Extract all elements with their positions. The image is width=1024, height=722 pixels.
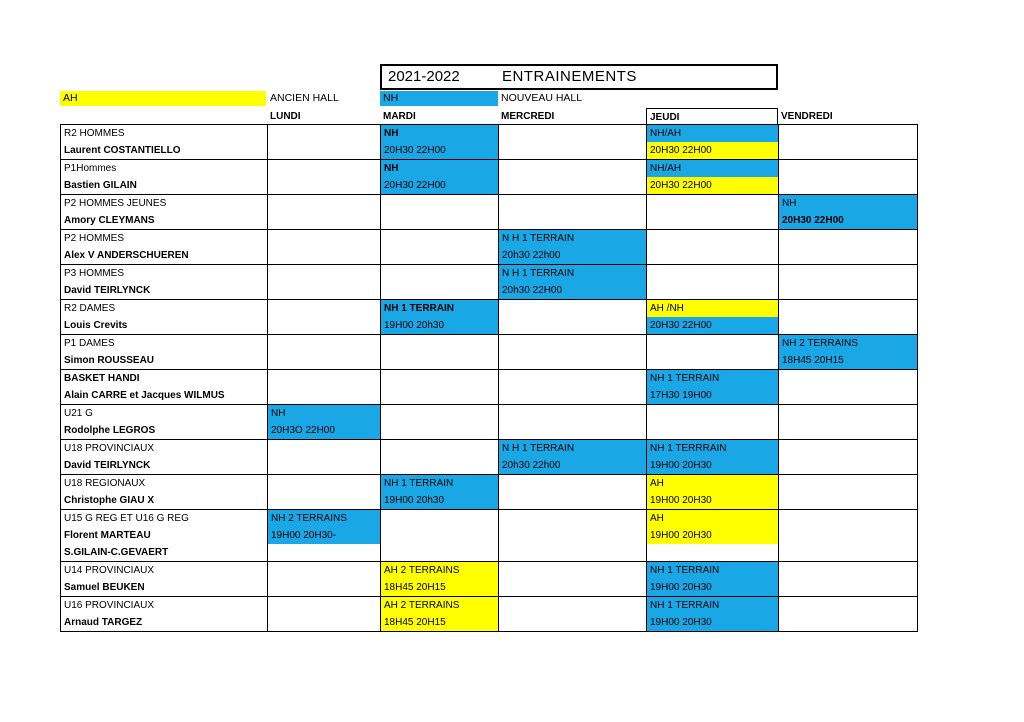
- schedule-cell-jeudi: [647, 440, 779, 475]
- team-cell: [61, 405, 268, 440]
- table-row: [61, 562, 918, 597]
- time-slot: 20h30 22h00: [499, 457, 646, 474]
- hall-label: NH 1 TERRAIN: [647, 562, 778, 579]
- time-slot: 20H30 22H00: [381, 142, 498, 159]
- day-header-lundi: LUNDI: [270, 111, 301, 122]
- day-header-vendredi: VENDREDI: [781, 111, 833, 122]
- schedule-cell-jeudi: [647, 475, 779, 510]
- schedule-cell-mardi: [381, 300, 499, 335]
- schedule-cell-mercredi: [499, 370, 647, 405]
- time-slot: 20h30 22H00: [499, 282, 646, 299]
- schedule-cell-lundi: [268, 125, 381, 160]
- team-name: U15 G REG ET U16 G REG: [64, 513, 189, 524]
- table-row: [61, 300, 918, 335]
- schedule-cell-mercredi: [499, 300, 647, 335]
- team-name: U18 REGIONAUX: [64, 478, 146, 489]
- team-cell: [61, 597, 268, 632]
- hall-label: NH: [268, 405, 380, 422]
- schedule-cell-mercredi: [499, 265, 647, 300]
- team-cell: [61, 475, 268, 510]
- hall-label: NH: [381, 160, 498, 177]
- schedule-cell-mardi: [381, 265, 499, 300]
- table-row: [61, 195, 918, 230]
- schedule-cell-jeudi: [647, 195, 779, 230]
- time-slot: 20H30 22H00: [647, 177, 778, 194]
- team-name: U21 G: [64, 408, 93, 419]
- time-slot: 19H00 20h30: [381, 317, 498, 334]
- coach-name: Arnaud TARGEZ: [64, 617, 143, 628]
- hall-label: N H 1 TERRAIN: [499, 265, 646, 282]
- hall-label: NH: [381, 125, 498, 142]
- schedule-cell-lundi: [268, 265, 381, 300]
- schedule-cell-jeudi: [647, 300, 779, 335]
- schedule-cell-mercredi: [499, 405, 647, 440]
- schedule-cell-vendredi: [779, 562, 918, 597]
- hall-label: NH 1 TERRAIN: [381, 475, 498, 492]
- hall-label: NH 2 TERRAINS: [779, 335, 917, 352]
- schedule-cell-mercredi: [499, 475, 647, 510]
- schedule-cell-lundi: [268, 597, 381, 632]
- day-header-mardi: MARDI: [383, 111, 416, 122]
- team-cell: [61, 335, 268, 370]
- schedule-cell-mercredi: [499, 230, 647, 265]
- schedule-cell-vendredi: [779, 160, 918, 195]
- time-slot: 18H45 20H15: [381, 579, 498, 596]
- time-slot: 19H00 20H30: [647, 579, 778, 596]
- schedule-cell-vendredi: [779, 475, 918, 510]
- schedule-cell-lundi: [268, 300, 381, 335]
- title-box: [380, 64, 778, 90]
- time-slot: 20h30 22h00: [499, 247, 646, 264]
- schedule-cell-vendredi: [779, 440, 918, 475]
- schedule-cell-vendredi: [779, 597, 918, 632]
- schedule-cell-mardi: [381, 370, 499, 405]
- schedule-cell-lundi: [268, 195, 381, 230]
- team-cell: [61, 300, 268, 335]
- schedule-cell-mardi: [381, 597, 499, 632]
- day-header-mercredi: MERCREDI: [501, 111, 555, 122]
- coach-name: Laurent COSTANTIELLO: [64, 145, 181, 156]
- schedule-cell-mardi: [381, 475, 499, 510]
- schedule-cell-jeudi: [647, 125, 779, 160]
- table-row: [61, 160, 918, 195]
- schedule-cell-vendredi: [779, 510, 918, 562]
- coach-name: Louis Crevits: [64, 320, 128, 331]
- legend-nh-swatch: NH: [380, 91, 498, 106]
- schedule-cell-lundi: [268, 230, 381, 265]
- table-row: [61, 370, 918, 405]
- time-slot: 19H00 20H30: [647, 457, 778, 474]
- schedule-table: [60, 124, 918, 632]
- team-name: P1 DAMES: [64, 338, 115, 349]
- table-row: [61, 125, 918, 160]
- schedule-cell-lundi: [268, 562, 381, 597]
- schedule-cell-mercredi: [499, 597, 647, 632]
- team-cell: [61, 125, 268, 160]
- team-name: P2 HOMMES: [64, 233, 125, 244]
- coach-name: David TEIRLYNCK: [64, 285, 151, 296]
- table-row: [61, 230, 918, 265]
- schedule-cell-mardi: [381, 335, 499, 370]
- schedule-cell-vendredi: [779, 195, 918, 230]
- hall-label: NH/AH: [647, 160, 778, 177]
- time-slot: 20H30 22H00: [381, 177, 498, 194]
- team-cell: [61, 510, 268, 562]
- schedule-cell-lundi: [268, 335, 381, 370]
- schedule-cell-jeudi: [647, 335, 779, 370]
- schedule-cell-vendredi: [779, 370, 918, 405]
- page-title: ENTRAINEMENTS: [502, 68, 637, 85]
- team-name: U18 PROVINCIAUX: [64, 443, 155, 454]
- team-name: R2 HOMMES: [64, 128, 125, 139]
- coach-name: S.GILAIN-C.GEVAERT: [64, 547, 169, 558]
- table-row: [61, 475, 918, 510]
- schedule-cell-mardi: [381, 230, 499, 265]
- schedule-cell-mardi: [381, 160, 499, 195]
- hall-label: NH 1 TERRRAIN: [647, 440, 778, 457]
- schedule-cell-lundi: [268, 370, 381, 405]
- team-name: BASKET HANDI: [64, 373, 140, 384]
- coach-name: Alain CARRE et Jacques WILMUS: [64, 390, 225, 401]
- schedule-cell-mercredi: [499, 562, 647, 597]
- time-slot: 20H3O 22H00: [268, 422, 380, 439]
- schedule-cell-jeudi: [647, 510, 779, 562]
- time-slot: 17H30 19H00: [647, 387, 778, 404]
- season-label: 2021-2022: [388, 68, 460, 85]
- schedule-cell-lundi: [268, 475, 381, 510]
- time-slot: 19H00 20H30: [647, 527, 778, 544]
- team-name: U14 PROVINCIAUX: [64, 565, 155, 576]
- hall-label: AH: [647, 475, 778, 492]
- team-name: P1Hommes: [64, 163, 117, 174]
- hall-label: AH /NH: [647, 300, 778, 317]
- schedule-cell-jeudi: [647, 597, 779, 632]
- hall-label: NH 1 TERRAIN: [647, 597, 778, 614]
- schedule-cell-mercredi: [499, 195, 647, 230]
- schedule-cell-jeudi: [647, 562, 779, 597]
- legend-ah-label: ANCIEN HALL: [270, 92, 339, 104]
- schedule-cell-mercredi: [499, 510, 647, 562]
- table-row: [61, 597, 918, 632]
- team-name: R2 DAMES: [64, 303, 116, 314]
- coach-name: Bastien GILAIN: [64, 180, 137, 191]
- schedule-cell-lundi: [268, 510, 381, 562]
- day-header-jeudi: JEUDI: [646, 108, 778, 125]
- schedule-cell-mardi: [381, 405, 499, 440]
- time-slot: 19H00 20H30: [647, 614, 778, 631]
- coach-name: David TEIRLYNCK: [64, 460, 151, 471]
- schedule-cell-jeudi: [647, 160, 779, 195]
- schedule-cell-mardi: [381, 510, 499, 562]
- coach-name: Alex V ANDERSCHUEREN: [64, 250, 189, 261]
- coach-name: Florent MARTEAU: [64, 530, 151, 541]
- schedule-cell-mercredi: [499, 160, 647, 195]
- coach-name: Simon ROUSSEAU: [64, 355, 155, 366]
- schedule-cell-mercredi: [499, 440, 647, 475]
- time-slot: 18H45 20H15: [381, 614, 498, 631]
- team-cell: [61, 160, 268, 195]
- coach-name: Samuel BEUKEN: [64, 582, 145, 593]
- schedule-cell-lundi: [268, 405, 381, 440]
- schedule-cell-mercredi: [499, 125, 647, 160]
- team-cell: [61, 562, 268, 597]
- schedule-body: [61, 125, 918, 632]
- schedule-cell-jeudi: [647, 230, 779, 265]
- schedule-cell-mardi: [381, 562, 499, 597]
- schedule-cell-mardi: [381, 195, 499, 230]
- schedule-cell-vendredi: [779, 300, 918, 335]
- schedule-cell-vendredi: [779, 405, 918, 440]
- time-slot: 20H30 22H00: [779, 212, 917, 229]
- time-slot: 20H30 22H00: [647, 142, 778, 159]
- team-cell: [61, 440, 268, 475]
- schedule-cell-lundi: [268, 160, 381, 195]
- hall-label: N H 1 TERRAIN: [499, 440, 646, 457]
- table-row: [61, 405, 918, 440]
- hall-label: NH 2 TERRAINS: [268, 510, 380, 527]
- time-slot: 19H00 20h30: [381, 492, 498, 509]
- coach-name: Rodolphe LEGROS: [64, 425, 156, 436]
- table-row: [61, 335, 918, 370]
- coach-name: Amory CLEYMANS: [64, 215, 155, 226]
- team-name: U16 PROVINCIAUX: [64, 600, 155, 611]
- schedule-cell-lundi: [268, 440, 381, 475]
- hall-label: AH: [647, 510, 778, 527]
- hall-label: NH 1 TERRAIN: [647, 370, 778, 387]
- coach-name: Christophe GIAU X: [64, 495, 155, 506]
- table-row: [61, 510, 918, 562]
- hall-label: AH 2 TERRAINS: [381, 597, 498, 614]
- schedule-cell-jeudi: [647, 265, 779, 300]
- team-name: P3 HOMMES: [64, 268, 125, 279]
- schedule-cell-jeudi: [647, 405, 779, 440]
- schedule-cell-vendredi: [779, 335, 918, 370]
- schedule-cell-mercredi: [499, 335, 647, 370]
- schedule-cell-vendredi: [779, 265, 918, 300]
- time-slot: 20H30 22H00: [647, 317, 778, 334]
- schedule-cell-mardi: [381, 440, 499, 475]
- hall-label: NH: [779, 195, 917, 212]
- team-cell: [61, 230, 268, 265]
- table-row: [61, 440, 918, 475]
- legend-ah-swatch: AH: [60, 91, 266, 106]
- team-name: P2 HOMMES JEUNES: [64, 198, 167, 209]
- team-cell: [61, 265, 268, 300]
- schedule-cell-mardi: [381, 125, 499, 160]
- time-slot: 19H00 20H30: [647, 492, 778, 509]
- team-cell: [61, 370, 268, 405]
- table-row: [61, 265, 918, 300]
- hall-label: NH/AH: [647, 125, 778, 142]
- hall-label: AH 2 TERRAINS: [381, 562, 498, 579]
- hall-label: NH 1 TERRAIN: [381, 300, 498, 317]
- hall-label: N H 1 TERRAIN: [499, 230, 646, 247]
- legend-nh-label: NOUVEAU HALL: [501, 92, 583, 104]
- schedule-cell-vendredi: [779, 230, 918, 265]
- team-cell: [61, 195, 268, 230]
- time-slot: 18H45 20H15: [779, 352, 917, 369]
- time-slot: 19H00 20H30-: [268, 527, 380, 544]
- schedule-cell-jeudi: [647, 370, 779, 405]
- schedule-cell-vendredi: [779, 125, 918, 160]
